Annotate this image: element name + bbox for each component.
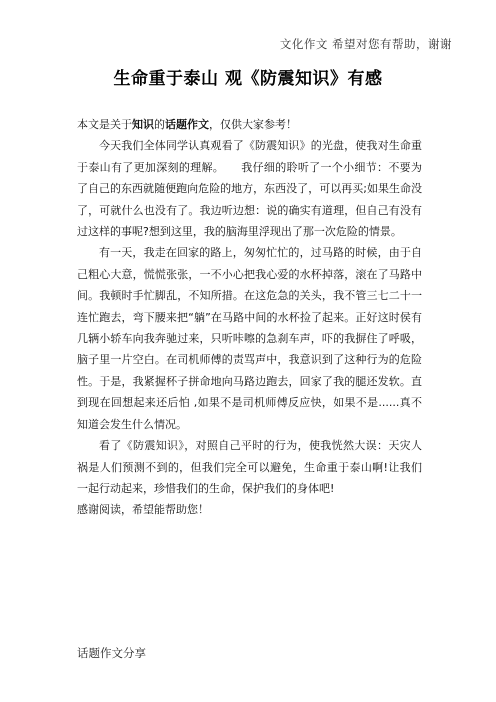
paragraph-1: 今天我们全体同学认真观看了《防震知识》的光盘，使我对生命重于泰山有了更加深刻的理解。 我仔细的聆听了一个小细节：不要为了自己的东西就随便跑向危险的地方，东西没了，可以再买;如果生命没了，可就什么也没有了。我边听边想：说的确实有道理，但自己有没有过这样的事呢?想到这里，我的脑海里浮现出了那一次危险的情景。 bbox=[77, 139, 422, 239]
intro-suffix: ，仅供大家参考！ bbox=[209, 118, 297, 131]
page-footer: 话题作文分享 bbox=[77, 646, 146, 660]
paragraph-2: 有一天，我走在回家的路上，匆匆忙忙的，过马路的时候，由于自己粗心大意，慌慌张张，一不小心把我心爱的水杯掉落，滚在了马路中间。我顿时手忙脚乱，不知所措。在这危急的关头，我不管三七二十一连忙跑去，弯下腰来把“躺”在马路中间的水杯捡了起来。正好这时侯有几辆小轿车向我奔驰过来，只听咔嚓的急刹车声，吓的我摒住了呼吸，脑子里一片空白。在司机师傅的责骂声中，我意识到了这种行为的危险性。于是，我紧握杯子拼命地向马路边跑去，回家了我的腿还发软。直到现在回想起来还后怕 ,如果不是司机师傅反应快，如果不是......真不知道会发生什么情况。 bbox=[77, 246, 422, 431]
intro-keyword-topic: 话题作文 bbox=[165, 118, 209, 131]
page-header: 文化作文 希望对您有帮助，谢谢 bbox=[279, 37, 452, 51]
paragraph-3: 看了《防震知识》，对照自己平时的行为，使我恍然大误：天灾人祸是人们预测不到的，但我们完全可以避免，生命重于泰山啊!让我们一起行动起来，珍惜我们的生命，保护我们的身体吧! bbox=[77, 439, 422, 495]
intro-keyword-knowledge: 知识 bbox=[132, 118, 154, 131]
closing-line: 感谢阅读，希望能帮助您！ bbox=[77, 503, 209, 517]
intro-line bbox=[77, 114, 422, 135]
page-title: 生命重于泰山 观《防震知识》有感 bbox=[113, 69, 383, 89]
intro-prefix: 本文是关于 bbox=[77, 118, 132, 131]
article-body bbox=[77, 114, 422, 521]
intro-middle: 的 bbox=[154, 118, 165, 131]
